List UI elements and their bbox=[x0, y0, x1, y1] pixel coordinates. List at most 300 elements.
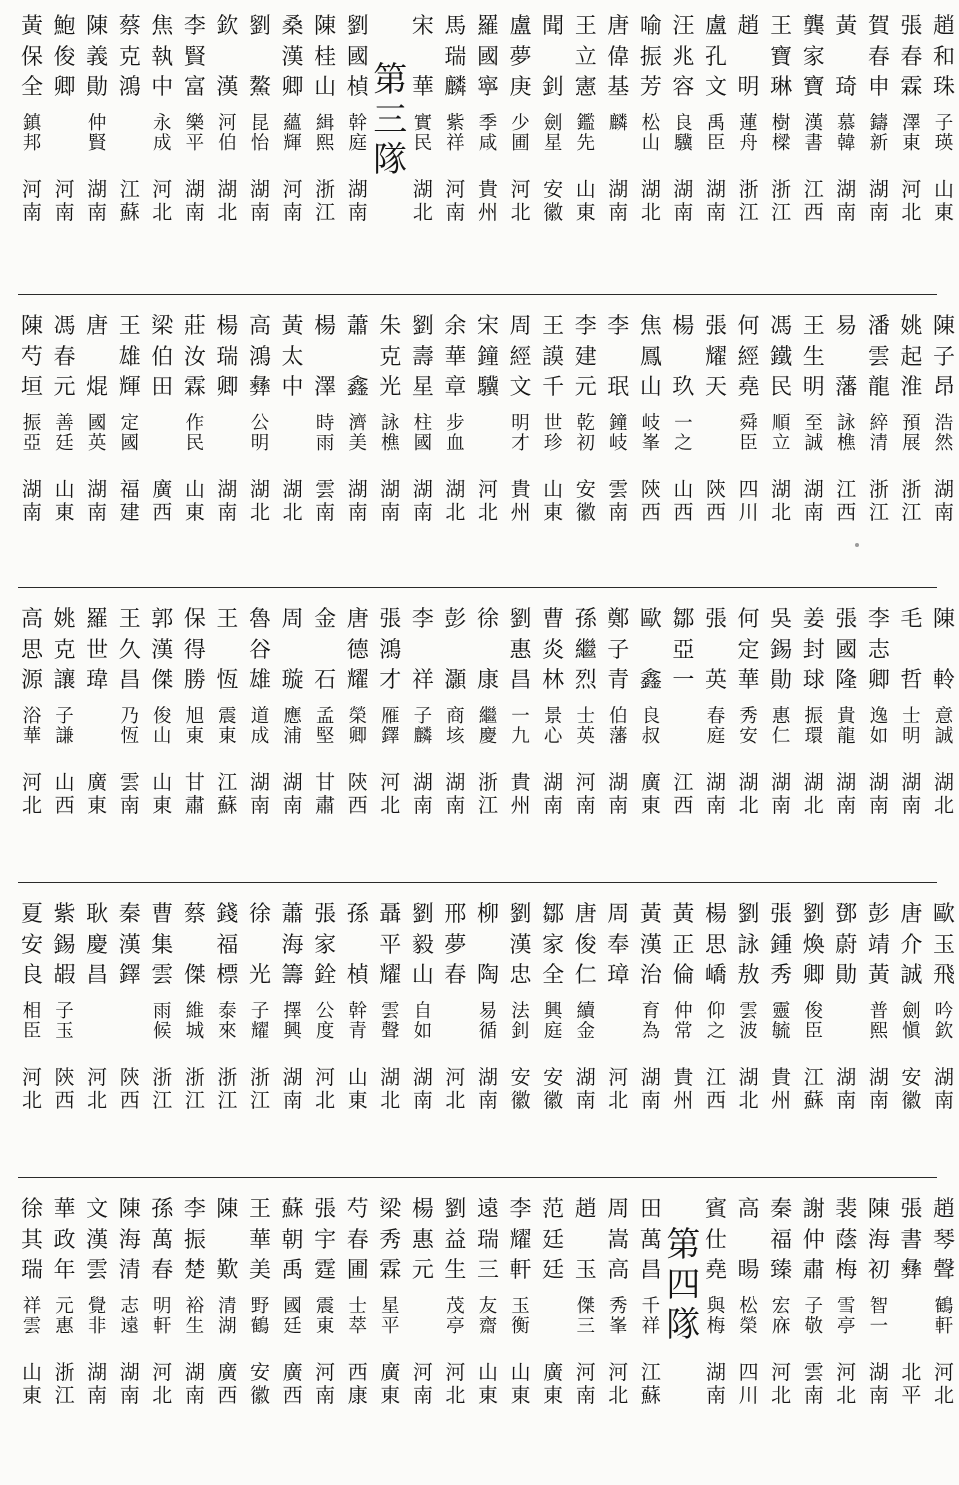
native-province bbox=[279, 1361, 307, 1407]
origin-char: 北 bbox=[380, 792, 401, 817]
name-char: 金 bbox=[314, 607, 337, 632]
spacer bbox=[800, 992, 828, 1002]
origin-char: 江 bbox=[184, 1087, 205, 1112]
name-char: 李 bbox=[867, 607, 890, 632]
native-province bbox=[311, 178, 339, 224]
spacer bbox=[474, 1054, 502, 1066]
courtesy-name bbox=[279, 1297, 307, 1349]
spacer bbox=[669, 466, 697, 478]
name-char: 福 bbox=[770, 1227, 793, 1253]
name-char: 范 bbox=[542, 1197, 565, 1222]
native-province bbox=[181, 1066, 209, 1112]
team-heading bbox=[665, 1225, 701, 1345]
courtesy-char: 惠 bbox=[771, 705, 791, 727]
courtesy-char: 安 bbox=[739, 725, 758, 747]
roster-entry bbox=[539, 900, 567, 1112]
roster-entry bbox=[376, 900, 404, 1112]
name-char bbox=[832, 343, 860, 374]
name-char: 恆 bbox=[216, 668, 239, 693]
origin-char: 北 bbox=[836, 1382, 857, 1407]
spacer bbox=[246, 466, 274, 478]
spacer bbox=[18, 1349, 46, 1361]
courtesy-char: 誠 bbox=[804, 432, 823, 454]
spacer bbox=[865, 697, 893, 707]
courtesy-char: 藩 bbox=[609, 725, 628, 747]
spacer bbox=[669, 404, 697, 414]
name-char: 廷 bbox=[542, 1258, 565, 1283]
courtesy-name bbox=[18, 1297, 46, 1349]
origin-char: 東 bbox=[152, 792, 173, 817]
origin-char: 徽 bbox=[543, 1087, 564, 1112]
name-char: 春 bbox=[53, 344, 76, 370]
courtesy-name bbox=[116, 414, 144, 466]
courtesy-name bbox=[246, 1297, 274, 1349]
spacer bbox=[246, 166, 274, 178]
name-char: 陳 bbox=[314, 14, 337, 39]
name-char: 徐 bbox=[20, 1197, 43, 1222]
name-char: 家 bbox=[802, 44, 825, 70]
origin-char: 福 bbox=[119, 476, 140, 501]
name-char: 保 bbox=[183, 607, 206, 632]
spacer bbox=[930, 466, 958, 478]
courtesy-name bbox=[344, 707, 372, 759]
name-char: 高 bbox=[20, 607, 43, 632]
spacer bbox=[51, 992, 79, 1002]
origin-char: 西 bbox=[347, 1359, 368, 1384]
roster-entry bbox=[474, 12, 502, 224]
courtesy-char: 生 bbox=[185, 1315, 205, 1337]
courtesy-char: 吟 bbox=[934, 1000, 954, 1022]
courtesy-char: 才 bbox=[511, 432, 530, 454]
roster-entry bbox=[213, 312, 241, 524]
origin-char: 湖 bbox=[608, 769, 629, 794]
courtesy-char: 山 bbox=[153, 725, 172, 747]
origin-char: 湖 bbox=[217, 476, 238, 501]
courtesy-char: 士 bbox=[902, 705, 921, 727]
roster-entry bbox=[897, 12, 925, 224]
courtesy-char: 明 bbox=[250, 432, 270, 454]
native-province bbox=[800, 771, 828, 817]
courtesy-char: 國 bbox=[87, 412, 107, 434]
spacer bbox=[702, 697, 730, 707]
courtesy-char: 東 bbox=[315, 1315, 335, 1337]
origin-char: 東 bbox=[543, 499, 564, 524]
courtesy-char: 國 bbox=[283, 1295, 302, 1317]
name-char bbox=[474, 931, 502, 962]
spacer bbox=[441, 759, 469, 771]
name-char bbox=[246, 43, 274, 74]
courtesy-name bbox=[669, 1002, 697, 1054]
courtesy-char bbox=[604, 1002, 632, 1022]
team-heading bbox=[372, 60, 408, 180]
courtesy-name bbox=[213, 707, 241, 759]
native-province bbox=[116, 178, 144, 224]
courtesy-char: 衡 bbox=[511, 1315, 530, 1337]
name-char: 政 bbox=[53, 1227, 76, 1253]
spacer bbox=[897, 166, 925, 178]
roster-entry bbox=[604, 12, 632, 224]
courtesy-char: 永 bbox=[153, 112, 172, 134]
name-char: 瑞 bbox=[216, 344, 239, 370]
name-char: 璋 bbox=[607, 963, 630, 988]
name-char: 李 bbox=[509, 1197, 532, 1222]
spacer bbox=[148, 166, 176, 178]
courtesy-name bbox=[213, 1297, 241, 1349]
name-char: 光 bbox=[379, 375, 402, 400]
spacer bbox=[507, 466, 535, 478]
spacer bbox=[116, 1287, 144, 1297]
spacer bbox=[311, 404, 339, 414]
origin-char: 江 bbox=[706, 1064, 726, 1089]
roster-entry bbox=[702, 1195, 730, 1407]
name-char: 勛 bbox=[770, 668, 793, 693]
origin-char: 肅 bbox=[315, 792, 336, 817]
courtesy-char: 廷 bbox=[283, 1315, 302, 1337]
roster-entry bbox=[116, 12, 144, 224]
name-char: 趙 bbox=[574, 1197, 597, 1222]
origin-char: 北 bbox=[738, 792, 759, 817]
name-char: 李 bbox=[183, 14, 206, 39]
spacer bbox=[930, 1287, 958, 1297]
name-char: 哲 bbox=[900, 668, 923, 693]
roster-entry bbox=[865, 605, 893, 817]
origin-char: 南 bbox=[87, 499, 108, 524]
roster-entry bbox=[181, 900, 209, 1112]
name-char: 烈 bbox=[574, 668, 597, 693]
roster-entry bbox=[507, 605, 535, 817]
roster-entry bbox=[83, 900, 111, 1112]
name-char: 黃 bbox=[672, 902, 695, 927]
origin-char: 湖 bbox=[250, 176, 270, 201]
courtesy-char: 賢 bbox=[87, 132, 107, 154]
native-province bbox=[507, 478, 535, 524]
name-char bbox=[832, 43, 860, 74]
name-char: 傑 bbox=[183, 963, 206, 988]
courtesy-name bbox=[604, 707, 632, 759]
courtesy-name bbox=[18, 1002, 46, 1054]
name-char: 石 bbox=[314, 668, 337, 693]
name-char: 千 bbox=[542, 375, 565, 400]
name-char: 楨 bbox=[346, 75, 369, 100]
spacer bbox=[376, 1287, 404, 1297]
courtesy-char: 道 bbox=[250, 705, 270, 727]
spacer bbox=[83, 1287, 111, 1297]
courtesy-char: 劍 bbox=[543, 112, 563, 134]
courtesy-char: 士 bbox=[348, 1295, 367, 1317]
roster-entry bbox=[474, 1195, 502, 1407]
spacer bbox=[116, 466, 144, 478]
origin-char: 西 bbox=[640, 499, 661, 524]
native-province bbox=[116, 478, 144, 524]
spacer bbox=[83, 1349, 111, 1361]
origin-char: 南 bbox=[640, 1087, 661, 1112]
origin-char: 北 bbox=[771, 499, 792, 524]
courtesy-char: 樑 bbox=[771, 132, 791, 154]
origin-char: 南 bbox=[673, 199, 694, 224]
name-char: 安 bbox=[20, 932, 43, 958]
origin-char: 南 bbox=[868, 1087, 889, 1112]
origin-char: 江 bbox=[803, 1064, 824, 1089]
native-province bbox=[213, 771, 241, 817]
courtesy-char: 震 bbox=[315, 1295, 335, 1317]
spacer bbox=[539, 1349, 567, 1361]
name-char: 文 bbox=[704, 75, 727, 100]
courtesy-char: 星 bbox=[381, 1295, 400, 1317]
spacer bbox=[800, 1349, 828, 1361]
courtesy-char: 英 bbox=[87, 432, 107, 454]
name-char: 鑫 bbox=[346, 375, 369, 400]
section-divider bbox=[18, 882, 937, 883]
native-province bbox=[897, 1066, 925, 1112]
courtesy-char: 熙 bbox=[315, 132, 335, 154]
name-char: 臻 bbox=[770, 1258, 793, 1283]
courtesy-char: 民 bbox=[413, 132, 433, 154]
name-char: 元 bbox=[53, 375, 76, 400]
native-province bbox=[572, 1066, 600, 1112]
name-char: 基 bbox=[607, 75, 630, 100]
origin-char: 北 bbox=[640, 199, 661, 224]
native-province bbox=[376, 771, 404, 817]
courtesy-name bbox=[116, 707, 144, 759]
spacer bbox=[767, 404, 795, 414]
name-char: 美 bbox=[248, 1258, 271, 1283]
native-province bbox=[637, 1066, 665, 1112]
spacer bbox=[669, 759, 697, 771]
name-char bbox=[213, 43, 241, 74]
origin-char: 蘇 bbox=[803, 1087, 824, 1112]
name-char: 肅 bbox=[802, 1258, 825, 1283]
native-province bbox=[441, 478, 469, 524]
roster-entry bbox=[474, 605, 502, 817]
origin-char: 南 bbox=[868, 1382, 889, 1407]
native-province bbox=[767, 1361, 795, 1407]
spacer bbox=[637, 1349, 665, 1361]
name-char: 家 bbox=[314, 932, 337, 958]
name-char: 倫 bbox=[672, 963, 695, 988]
native-province bbox=[18, 1361, 46, 1407]
spacer bbox=[832, 1287, 860, 1297]
courtesy-char: 慕 bbox=[837, 112, 856, 134]
origin-char: 西 bbox=[152, 499, 173, 524]
origin-char: 湖 bbox=[543, 769, 564, 794]
courtesy-name bbox=[507, 414, 535, 466]
courtesy-name bbox=[441, 414, 469, 466]
origin-char: 南 bbox=[803, 1382, 824, 1407]
name-char: 集 bbox=[151, 932, 174, 958]
courtesy-char: 展 bbox=[902, 432, 921, 454]
native-province bbox=[637, 478, 665, 524]
name-char: 萬 bbox=[639, 1227, 662, 1253]
courtesy-name bbox=[83, 1297, 111, 1349]
courtesy-char: 東 bbox=[185, 725, 205, 747]
origin-char: 安 bbox=[543, 1064, 564, 1089]
name-char: 羅 bbox=[86, 607, 109, 632]
spacer bbox=[376, 1054, 404, 1066]
courtesy-char: 鑑 bbox=[576, 112, 595, 134]
spacer bbox=[930, 1054, 958, 1066]
name-char: 龍 bbox=[867, 375, 890, 400]
roster-entry bbox=[441, 1195, 469, 1407]
name-char: 夢 bbox=[444, 932, 467, 958]
origin-char: 南 bbox=[250, 199, 270, 224]
spacer bbox=[507, 404, 535, 414]
courtesy-char: 臣 bbox=[22, 1020, 42, 1042]
roster-entry bbox=[83, 605, 111, 817]
name-char: 王 bbox=[248, 1197, 271, 1222]
origin-char: 南 bbox=[575, 1382, 596, 1407]
courtesy-name bbox=[637, 707, 665, 759]
origin-char: 南 bbox=[478, 1087, 498, 1112]
courtesy-char bbox=[83, 707, 111, 727]
name-char: 麟 bbox=[444, 75, 467, 100]
roster-entry bbox=[735, 1195, 763, 1407]
origin-char: 江 bbox=[771, 199, 792, 224]
name-char: 田 bbox=[151, 375, 174, 400]
origin-char: 河 bbox=[608, 1064, 629, 1089]
courtesy-name bbox=[702, 707, 730, 759]
roster-entry bbox=[279, 900, 307, 1112]
roster-entry bbox=[539, 12, 567, 224]
name-char: 蘇 bbox=[281, 1197, 304, 1222]
origin-char: 肅 bbox=[184, 792, 205, 817]
spacer bbox=[767, 759, 795, 771]
origin-char: 東 bbox=[543, 1382, 564, 1407]
spacer bbox=[181, 166, 209, 178]
courtesy-name bbox=[116, 114, 144, 166]
native-province bbox=[441, 771, 469, 817]
courtesy-name bbox=[51, 707, 79, 759]
origin-char: 州 bbox=[673, 1087, 694, 1112]
native-province bbox=[767, 1066, 795, 1112]
courtesy-char: 圃 bbox=[511, 132, 530, 154]
name-char: 容 bbox=[672, 75, 695, 100]
courtesy-name bbox=[279, 1002, 307, 1054]
courtesy-char: 良 bbox=[641, 705, 661, 727]
origin-char: 湖 bbox=[934, 769, 954, 794]
courtesy-name bbox=[637, 114, 665, 166]
spacer bbox=[865, 104, 893, 114]
origin-char: 山 bbox=[510, 1359, 531, 1384]
courtesy-char: 伯 bbox=[218, 132, 237, 154]
spacer bbox=[474, 404, 502, 414]
roster-entry bbox=[311, 1195, 339, 1407]
courtesy-char: 非 bbox=[87, 1315, 107, 1337]
courtesy-char: 茂 bbox=[446, 1295, 465, 1317]
courtesy-char: 千 bbox=[641, 1295, 661, 1317]
courtesy-char bbox=[669, 707, 697, 727]
spacer bbox=[767, 697, 795, 707]
spacer bbox=[441, 1054, 469, 1066]
courtesy-char: 子 bbox=[804, 1295, 823, 1317]
origin-char: 南 bbox=[119, 1382, 140, 1407]
origin-char: 湖 bbox=[87, 1359, 108, 1384]
name-char: 壽 bbox=[411, 344, 434, 370]
name-char: 富 bbox=[183, 75, 206, 100]
name-char: 元 bbox=[574, 375, 597, 400]
spacer bbox=[669, 104, 697, 114]
name-char: 中 bbox=[281, 375, 304, 400]
native-province bbox=[474, 1066, 502, 1112]
native-province bbox=[507, 178, 535, 224]
name-char: 得 bbox=[183, 637, 206, 663]
origin-char: 蘇 bbox=[119, 199, 140, 224]
name-char: 慶 bbox=[86, 932, 109, 958]
origin-char: 南 bbox=[836, 1087, 857, 1112]
spacer bbox=[213, 104, 241, 114]
courtesy-char: 循 bbox=[478, 1020, 498, 1042]
name-char: 仕 bbox=[704, 1227, 727, 1253]
spacer bbox=[930, 166, 958, 178]
roster-entry bbox=[148, 900, 176, 1112]
courtesy-char: 臣 bbox=[706, 132, 726, 154]
spacer bbox=[51, 466, 79, 478]
origin-char: 河 bbox=[478, 476, 498, 501]
courtesy-name bbox=[311, 114, 339, 166]
name-char: 三 bbox=[476, 1258, 499, 1283]
origin-char: 南 bbox=[901, 792, 922, 817]
name-char: 劉 bbox=[509, 607, 532, 632]
spacer bbox=[735, 1054, 763, 1066]
name-char: 芍 bbox=[346, 1197, 369, 1222]
roster-entry bbox=[539, 1195, 567, 1407]
name-char: 福 bbox=[216, 932, 239, 958]
name-char: 煥 bbox=[802, 932, 825, 958]
roster-entry bbox=[930, 605, 958, 817]
name-char: 王 bbox=[542, 314, 565, 339]
native-province bbox=[800, 478, 828, 524]
courtesy-char: 春 bbox=[706, 705, 726, 727]
origin-char: 浙 bbox=[771, 176, 792, 201]
origin-char: 浙 bbox=[152, 1064, 173, 1089]
origin-char: 東 bbox=[87, 792, 108, 817]
origin-char: 江 bbox=[640, 1359, 661, 1384]
spacer bbox=[800, 697, 828, 707]
origin-char: 南 bbox=[412, 1087, 433, 1112]
courtesy-name bbox=[474, 1002, 502, 1054]
name-char bbox=[311, 636, 339, 667]
courtesy-name bbox=[213, 1002, 241, 1054]
name-char: 蕭 bbox=[281, 902, 304, 927]
courtesy-name bbox=[279, 707, 307, 759]
name-char: 鐸 bbox=[118, 963, 141, 988]
roster-entry bbox=[409, 12, 437, 224]
name-char bbox=[637, 636, 665, 667]
courtesy-char: 易 bbox=[478, 1000, 498, 1022]
name-char bbox=[213, 1226, 241, 1257]
name-char: 卿 bbox=[216, 375, 239, 400]
courtesy-char: 樵 bbox=[837, 432, 856, 454]
origin-char: 南 bbox=[22, 199, 42, 224]
courtesy-char: 耀 bbox=[250, 1020, 270, 1042]
native-province bbox=[767, 771, 795, 817]
name-char: 仲 bbox=[802, 1227, 825, 1253]
roster-entry bbox=[474, 900, 502, 1112]
courtesy-name bbox=[800, 114, 828, 166]
spacer bbox=[735, 404, 763, 414]
team-heading-char: 隊 bbox=[373, 140, 408, 180]
courtesy-char: 軒 bbox=[153, 1315, 172, 1337]
courtesy-char: 軒 bbox=[934, 1315, 954, 1337]
courtesy-name bbox=[800, 707, 828, 759]
spacer bbox=[507, 1349, 535, 1361]
name-char: 楨 bbox=[346, 963, 369, 988]
name-char: 瑞 bbox=[20, 1258, 43, 1283]
courtesy-char bbox=[702, 414, 730, 434]
native-province bbox=[246, 1361, 274, 1407]
courtesy-char: 鶴 bbox=[934, 1295, 954, 1317]
name-char: 源 bbox=[20, 668, 43, 693]
name-char: 義 bbox=[86, 44, 109, 70]
